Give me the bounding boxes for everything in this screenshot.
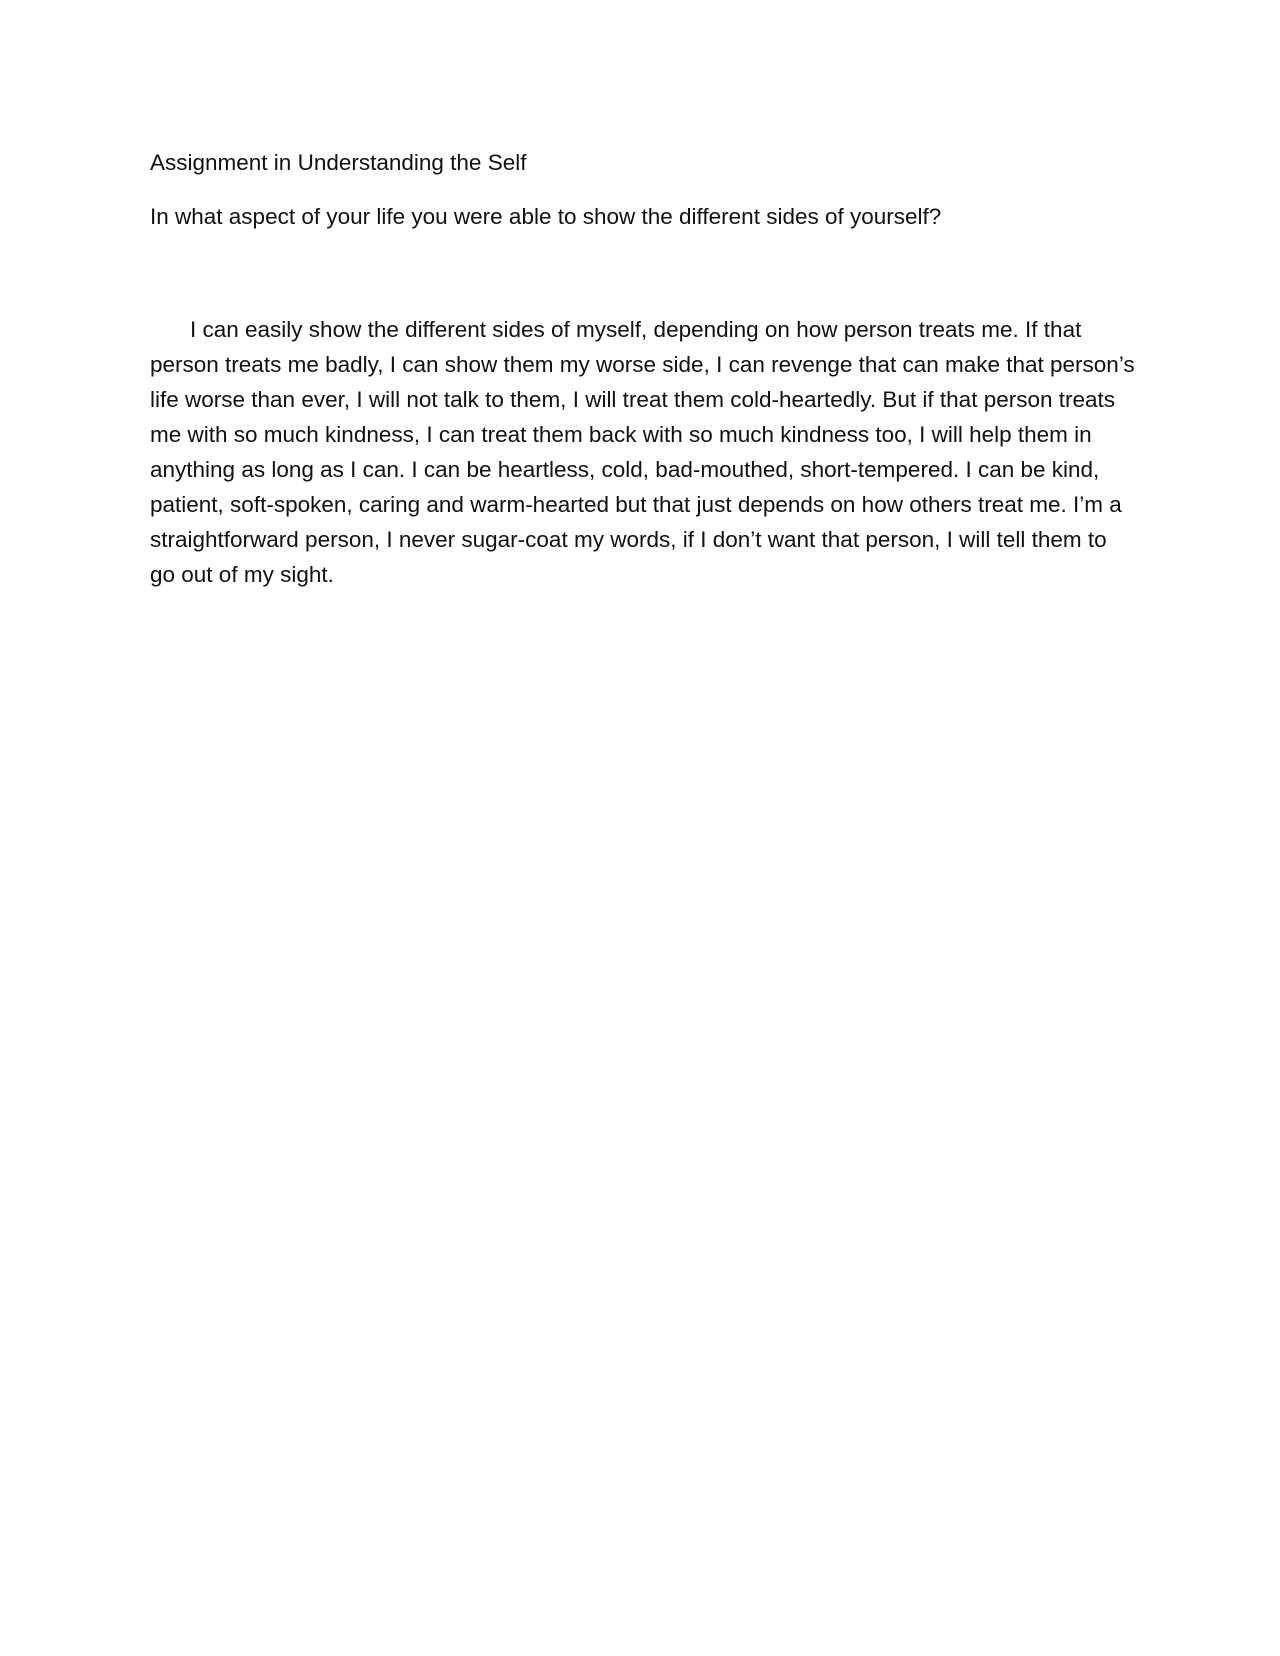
answer-paragraph: I can easily show the different sides of myself, depending on how person treats me. If that person treats me badly, I can show them my worse side, I can revenge that can make that person’s life worse than ever, I will not talk to them, I will treat them cold-heartedly. But if that person treats me with so much kindness, I can treat them back with so much kindness too, I will help them in anything as long as I can. I can be heartless, cold, bad-mouthed, short-tempered. I can be kind, patient, soft-spoken, caring and warm-hearted but that just depends on how others treat me. I’m a straightforward person, I never sugar-coat my words, if I don’t want that person, I will tell them to go out of my sight. <box>150 317 1135 587</box>
document-body <box>150 148 1135 592</box>
assignment-question: In what aspect of your life you were able to show the different sides of yourself? <box>150 204 942 229</box>
document-title: Assignment in Understanding the Self <box>150 150 527 175</box>
